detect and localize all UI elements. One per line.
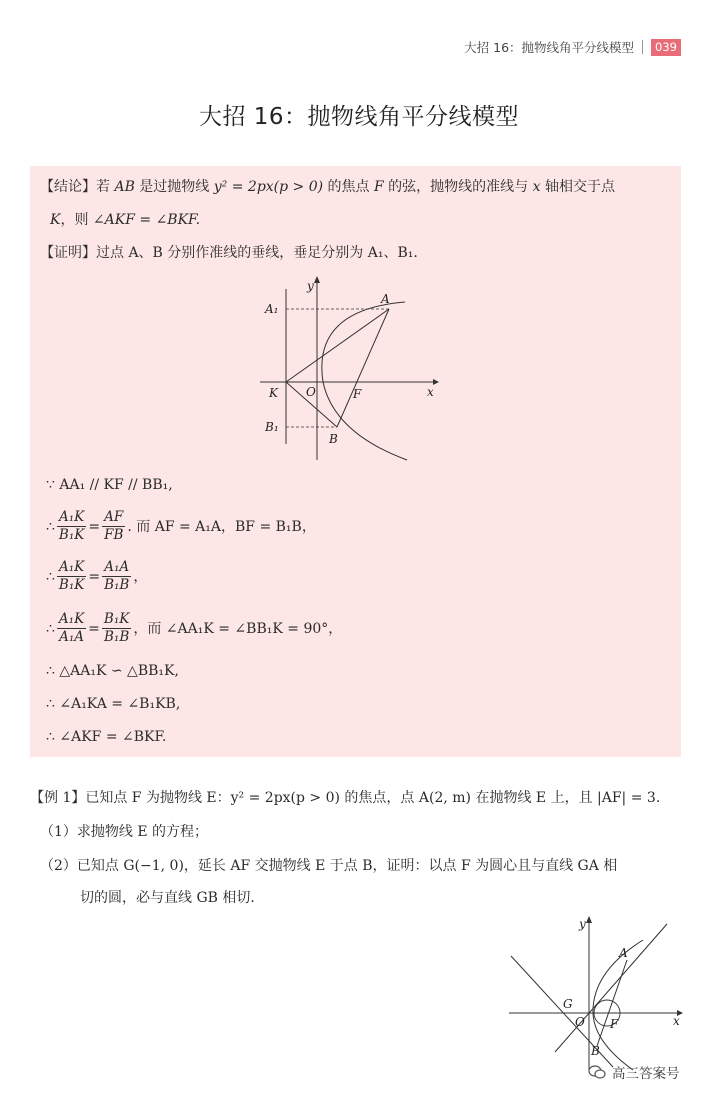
label-y: y bbox=[307, 279, 314, 293]
segment-ab bbox=[597, 960, 627, 1046]
proof-step-6: ∴ ∠A₁KA = ∠B₁KB, bbox=[46, 696, 181, 712]
proof-step-2: ∴ $\frac{\text{A₁K}}{\text{B₁K}}$ = $\frac{AF}{FB}$ . 而 AF = A₁A，BF = B₁B， bbox=[46, 509, 316, 543]
label-a: A bbox=[619, 946, 628, 960]
figure-parabola-proof bbox=[255, 274, 445, 464]
label-b: B bbox=[591, 1044, 600, 1058]
wechat-icon bbox=[588, 1065, 606, 1079]
label-a1: A₁ bbox=[265, 302, 279, 316]
example-question-1: （1）求抛物线 E 的方程； bbox=[40, 824, 209, 840]
chord-ab bbox=[337, 309, 389, 427]
proof-step-5: ∴ △AA₁K ∽ △BB₁K, bbox=[46, 663, 179, 679]
y-arrow-icon bbox=[586, 916, 592, 923]
watermark bbox=[588, 1062, 680, 1082]
chapter-title: 大招 16：抛物线角平分线模型 bbox=[464, 40, 635, 55]
fraction: $\frac{\text{B₁K}}{\text{B₁B}}$ bbox=[103, 611, 130, 645]
y-arrow-icon bbox=[314, 276, 320, 283]
label-o: O bbox=[306, 385, 316, 399]
proof-step-7: ∴ ∠AKF = ∠BKF. bbox=[46, 729, 167, 745]
proof-step-3: ∴ $\frac{\text{A₁K}}{\text{B₁K}}$ = $\frac{\text{A₁A}}{\text{B₁B}}$ ， bbox=[46, 559, 148, 593]
conclusion-box bbox=[30, 166, 681, 757]
example-line-1: 【例 1】已知点 F 为抛物线 E：y² = 2px(p > 0) 的焦点，点 A(2, m) 在抛物线 E 上，且 |AF| = 3. bbox=[30, 790, 661, 806]
label-g: G bbox=[563, 997, 573, 1011]
header-divider bbox=[642, 40, 643, 54]
label-a: A bbox=[381, 292, 390, 306]
fraction: $\frac{\text{A₁K}}{\text{B₁K}}$ bbox=[58, 509, 85, 543]
watermark-text: 高三答案号 bbox=[612, 1066, 680, 1082]
label-b: B bbox=[329, 432, 338, 446]
example-question-2-line-1: （2）已知点 G(−1, 0)，延长 AF 交抛物线 E 于点 B，证明：以点 F 为圆心且与直线 GA 相 bbox=[40, 858, 618, 874]
proof-intro: 【证明】过点 A、B 分别作准线的垂线，垂足分别为 A₁、B₁. bbox=[40, 245, 418, 261]
proof-step-1: ∵ AA₁ // KF // BB₁, bbox=[46, 477, 173, 493]
label-f: F bbox=[353, 387, 362, 401]
fraction: $\frac{\text{A₁K}}{\text{B₁K}}$ bbox=[58, 559, 85, 593]
fraction: $\frac{\text{A₁A}}{\text{B₁B}}$ bbox=[104, 559, 130, 593]
page-header bbox=[464, 37, 681, 57]
label-y: y bbox=[579, 917, 586, 931]
label-x: x bbox=[427, 385, 434, 399]
page-title: 大招 16：抛物线角平分线模型 bbox=[198, 104, 520, 130]
example-question-2-line-2: 切的圆，必与直线 GB 相切. bbox=[80, 890, 255, 906]
figure-example-1 bbox=[505, 912, 685, 1072]
label-f: F bbox=[610, 1017, 619, 1031]
label-k: K bbox=[269, 386, 278, 400]
proof-step-4: ∴ $\frac{\text{A₁K}}{\text{A₁A}}$ = $\frac{\text{B₁K}}{\text{B₁B}}$ ，而 ∠AA₁K = ∠BB₁K = 90°， bbox=[46, 611, 343, 645]
label-b1: B₁ bbox=[265, 420, 279, 434]
fraction: $\frac{AF}{FB}$ bbox=[104, 509, 124, 543]
x-arrow-icon bbox=[433, 379, 439, 385]
page-number-badge: 039 bbox=[651, 39, 681, 56]
line-ga bbox=[555, 924, 667, 1052]
conclusion-line-1: 【结论】若 AB 是过抛物线 y² = 2px(p > 0) 的焦点 F 的弦，抛物线的准线与 x 轴相交于点 bbox=[40, 179, 615, 195]
label-o: O bbox=[575, 1015, 585, 1029]
segment-ka bbox=[286, 309, 389, 382]
fraction: $\frac{\text{A₁K}}{\text{A₁A}}$ bbox=[58, 611, 85, 645]
label-x: x bbox=[673, 1014, 680, 1028]
conclusion-line-2: K，则 ∠AKF = ∠BKF. bbox=[50, 212, 201, 228]
